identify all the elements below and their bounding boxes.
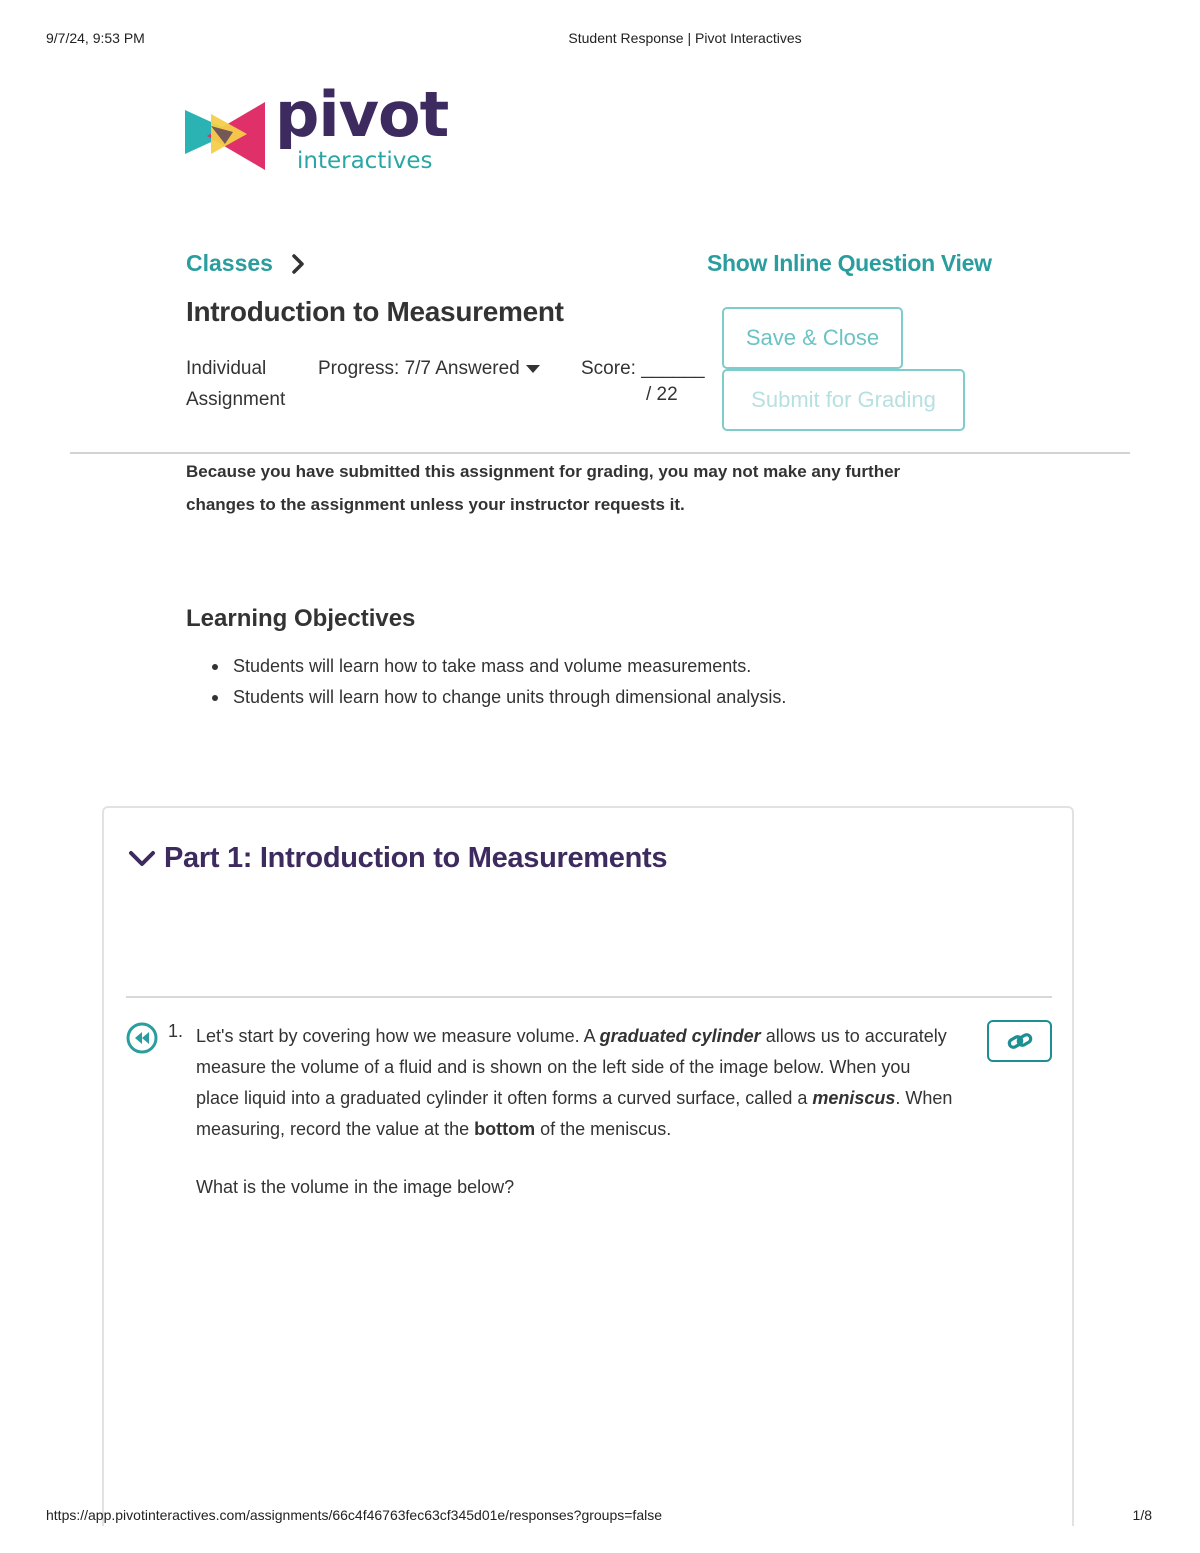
breadcrumb-classes-link[interactable] <box>186 250 305 277</box>
question-number: 1. <box>168 1021 184 1041</box>
score-total: / 22 <box>646 384 678 405</box>
page-title: Introduction to Measurement <box>186 296 564 327</box>
question-status-icon <box>126 1022 158 1054</box>
learning-objectives-list <box>212 651 786 713</box>
header-divider <box>70 452 1130 454</box>
question-text-part: of the meniscus. <box>535 1119 672 1139</box>
chevron-right-icon <box>291 253 305 275</box>
learning-objectives-heading: Learning Objectives <box>186 605 416 632</box>
part-divider <box>126 996 1052 998</box>
list-item: Students will learn how to take mass and volume measurements. <box>212 651 786 682</box>
print-header <box>0 30 1200 50</box>
question-text-part: allows us to accurately measure the volume of a fluid and is shown on the left side of the image below. When you place liquid into a graduated cylinder it often forms a curved surface, called a <box>196 1026 947 1108</box>
breadcrumb-classes-label: Classes <box>186 250 273 276</box>
pivot-logo-mark-icon <box>185 92 267 172</box>
print-url: https://app.pivotinteractives.com/assignments/66c4f46763fec63cf345d01e/responses?groups=false <box>46 1507 662 1523</box>
save-close-button[interactable]: Save & Close <box>722 307 903 369</box>
term-meniscus: meniscus <box>812 1088 896 1108</box>
progress-label: Progress: 7/7 Answered <box>318 358 520 379</box>
question-text-part: Let's start by covering how we measure volume. A <box>196 1026 600 1046</box>
chevron-down-icon <box>128 850 156 868</box>
question-prompt: What is the volume in the image below? <box>196 1177 515 1197</box>
score-label: Score: ______ <box>581 358 705 379</box>
part-title: Part 1: Introduction to Measurements <box>164 842 668 874</box>
part-card <box>102 806 1074 1526</box>
term-graduated-cylinder: graduated cylinder <box>599 1026 761 1046</box>
link-icon <box>1006 1030 1034 1052</box>
question-link-button[interactable] <box>987 1020 1052 1062</box>
question-text <box>196 1021 956 1145</box>
term-bottom: bottom <box>474 1119 536 1139</box>
pivot-logo[interactable] <box>185 78 449 178</box>
print-footer <box>0 1507 1200 1527</box>
logo-word-pivot: pivot <box>275 78 449 151</box>
print-doc-title: Student Response | Pivot Interactives <box>568 30 802 46</box>
logo-word-interactives: interactives <box>297 148 433 174</box>
assignment-type: Individual Assignment <box>186 358 286 410</box>
print-datetime: 9/7/24, 9:53 PM <box>46 30 145 46</box>
show-inline-question-view-link[interactable]: Show Inline Question View <box>707 250 992 276</box>
list-item: Students will learn how to change units through dimensional analysis. <box>212 682 786 713</box>
submit-for-grading-button[interactable]: Submit for Grading <box>722 369 965 431</box>
part-toggle[interactable] <box>128 842 667 875</box>
print-page-number: 1/8 <box>1132 1507 1152 1523</box>
progress-dropdown[interactable] <box>318 353 540 384</box>
submitted-notice: Because you have submitted this assignment for grading, you may not make any further changes to the assignment unless your instructor requests it. <box>186 462 901 514</box>
question-text-part: . When measuring, record the value at the <box>196 1088 953 1139</box>
caret-down-icon <box>526 364 540 374</box>
